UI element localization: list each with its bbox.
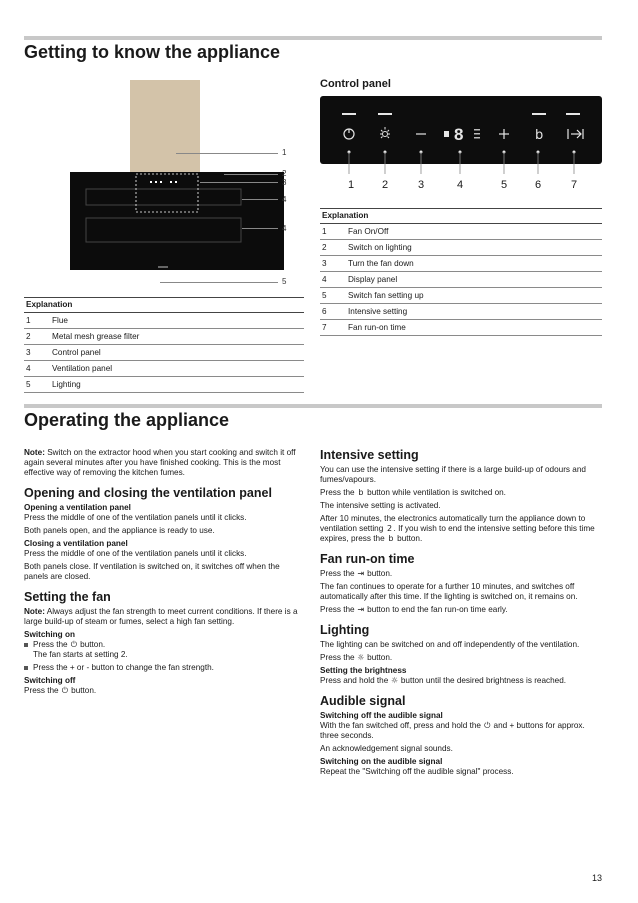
subheading: Opening a ventilation panel <box>24 503 131 512</box>
display-dot <box>444 131 449 137</box>
paragraph: After 10 minutes, the electronics automatically turn the appliance down to ventilation setting 2. If you wish to end the intensive setting before this time expires, press the b button. <box>320 514 595 543</box>
control-explanation-table <box>320 208 602 336</box>
table-row: 1 Flue <box>24 313 304 329</box>
ventilation-heading: Opening and closing the ventilation panel <box>24 486 272 500</box>
lighting-heading: Lighting <box>320 623 370 637</box>
table-row: 3 Control panel <box>24 345 304 361</box>
right-column <box>320 448 602 780</box>
step-list <box>24 640 306 673</box>
power-icon: ⏻ <box>61 686 69 695</box>
paragraph: Press and hold the ☼ button until the desired brightness is reached. <box>320 676 567 685</box>
intensive-icon: b <box>388 534 394 543</box>
explanation-table <box>24 297 304 393</box>
page-number: 13 <box>591 873 602 883</box>
hood-illustration <box>24 76 314 294</box>
left-column <box>24 448 306 699</box>
paragraph: Both panels close. If ventilation is switched on, it switches off when the panels are closed. <box>24 562 280 581</box>
table-row: 1 Fan On/Off <box>320 224 602 240</box>
table-row: 4 Ventilation panel <box>24 361 304 377</box>
paragraph: An acknowledgement signal sounds. <box>320 744 453 753</box>
paragraph: Press the middle of one of the ventilation panels until it clicks. <box>24 513 247 522</box>
callout-line <box>160 282 278 283</box>
subheading: Setting the brightness <box>320 666 407 675</box>
list-item: Press the + or - button to change the fan strength. <box>24 663 306 673</box>
explanation-heading: Explanation <box>320 209 602 224</box>
note-paragraph: Note: Always adjust the fan strength to meet current conditions. If there is a large build-up of steam or fumes, select a high fan setting. <box>24 607 298 626</box>
panel-number: 1 <box>347 179 355 191</box>
section-title: Operating the appliance <box>24 410 230 430</box>
paragraph: Both panels open, and the appliance is ready to use. <box>24 526 215 535</box>
section-title: Getting to know the appliance <box>24 42 281 62</box>
table-row: 7 Fan run-on time <box>320 320 602 336</box>
paragraph: Repeat the "Switching off the audible signal" process. <box>320 767 514 776</box>
section-rule <box>24 36 602 40</box>
light-icon: ☼ <box>357 653 365 662</box>
callout-number: 4 <box>282 195 287 204</box>
table-row: 6 Intensive setting <box>320 304 602 320</box>
callout-line <box>224 174 278 175</box>
explanation-heading: Explanation <box>24 298 304 313</box>
hood-body <box>70 172 287 270</box>
callout-number: 5 <box>282 277 287 286</box>
callout-number: 1 <box>282 148 287 157</box>
callout-line <box>242 199 278 200</box>
flue <box>130 80 200 172</box>
appliance-explanation <box>24 297 304 393</box>
run-on-icon: ⇥ <box>357 569 365 578</box>
callout-line <box>242 228 278 229</box>
panel-number: 6 <box>534 179 542 191</box>
callout-line <box>176 153 278 154</box>
intensive-icon: b <box>535 128 544 143</box>
list-item: Press the ⏻ button. The fan starts at setting 2. <box>24 640 306 660</box>
subheading: Switching off the audible signal <box>320 711 443 720</box>
table-row: 5 Switch fan setting up <box>320 288 602 304</box>
paragraph: The fan continues to operate for a further 10 minutes, and switches off automatically after this time. If the lighting is switched on, it remains on. <box>320 582 578 601</box>
display-indicators <box>474 129 480 139</box>
table-row: 3 Turn the fan down <box>320 256 602 272</box>
paragraph: Press the ⇥ button to end the fan run-on time early. <box>320 605 508 614</box>
paragraph: The intensive setting is activated. <box>320 501 441 510</box>
panel-numbers <box>348 179 577 191</box>
audible-heading: Audible signal <box>320 694 406 708</box>
paragraph: Press the ☼ button. <box>320 653 393 662</box>
panel-number: 4 <box>456 179 464 191</box>
table-row: 5 Lighting <box>24 377 304 393</box>
table-row: 2 Switch on lighting <box>320 240 602 256</box>
subheading: Closing a ventilation panel <box>24 539 128 548</box>
subheading: Switching on <box>24 630 75 639</box>
paragraph: With the fan switched off, press and hold the ⏻ and + buttons for approx. three seconds. <box>320 721 585 740</box>
paragraph: Press the b button while ventilation is switched on. <box>320 488 506 497</box>
light-icon: ☼ <box>390 676 399 685</box>
intensive-heading: Intensive setting <box>320 448 419 462</box>
paragraph: Press the middle of one of the ventilation panels until it clicks. <box>24 549 247 558</box>
callout-number: 2 <box>282 169 287 178</box>
callout-line <box>200 182 278 183</box>
panel-number: 3 <box>417 179 425 191</box>
lighting-strip <box>158 266 168 268</box>
subheading: Switching on the audible signal <box>320 757 443 766</box>
section-rule <box>24 404 602 408</box>
panel-number: 2 <box>381 179 389 191</box>
control-panel-section <box>320 78 602 93</box>
control-panel-explanation <box>320 208 602 336</box>
callout-number: 3 <box>282 178 287 187</box>
power-icon: ⏻ <box>70 640 78 649</box>
table-row: 2 Metal mesh grease filter <box>24 329 304 345</box>
control-panel-illustration <box>320 96 602 196</box>
intensive-icon: b <box>358 488 364 497</box>
callout-number: 4 <box>282 224 287 233</box>
panel-number: 5 <box>500 179 508 191</box>
run-on-icon: ⇥ <box>357 605 365 614</box>
panel-number: 7 <box>570 179 578 191</box>
setting-2-icon: 2 <box>387 524 393 533</box>
note-paragraph: Note: Switch on the extractor hood when you start cooking and switch it off again several minutes after you have finished cooking. This is the most effective way of removing the kitchen fumes. <box>24 448 296 477</box>
subheading: Switching off <box>24 676 76 685</box>
runon-heading: Fan run-on time <box>320 552 415 566</box>
paragraph: You can use the intensive setting if there is a large build-up of odours and fumes/vapours. <box>320 465 586 484</box>
fan-heading: Setting the fan <box>24 590 111 604</box>
control-panel-title: Control panel <box>320 78 391 90</box>
paragraph: Press the ⇥ button. <box>320 569 393 578</box>
display-digit: 8 <box>454 125 464 144</box>
paragraph: The lighting can be switched on and off independently of the ventilation. <box>320 640 580 649</box>
power-icon: ⏻ <box>484 721 491 730</box>
paragraph: Press the ⏻ button. <box>24 686 97 695</box>
table-row: 4 Display panel <box>320 272 602 288</box>
